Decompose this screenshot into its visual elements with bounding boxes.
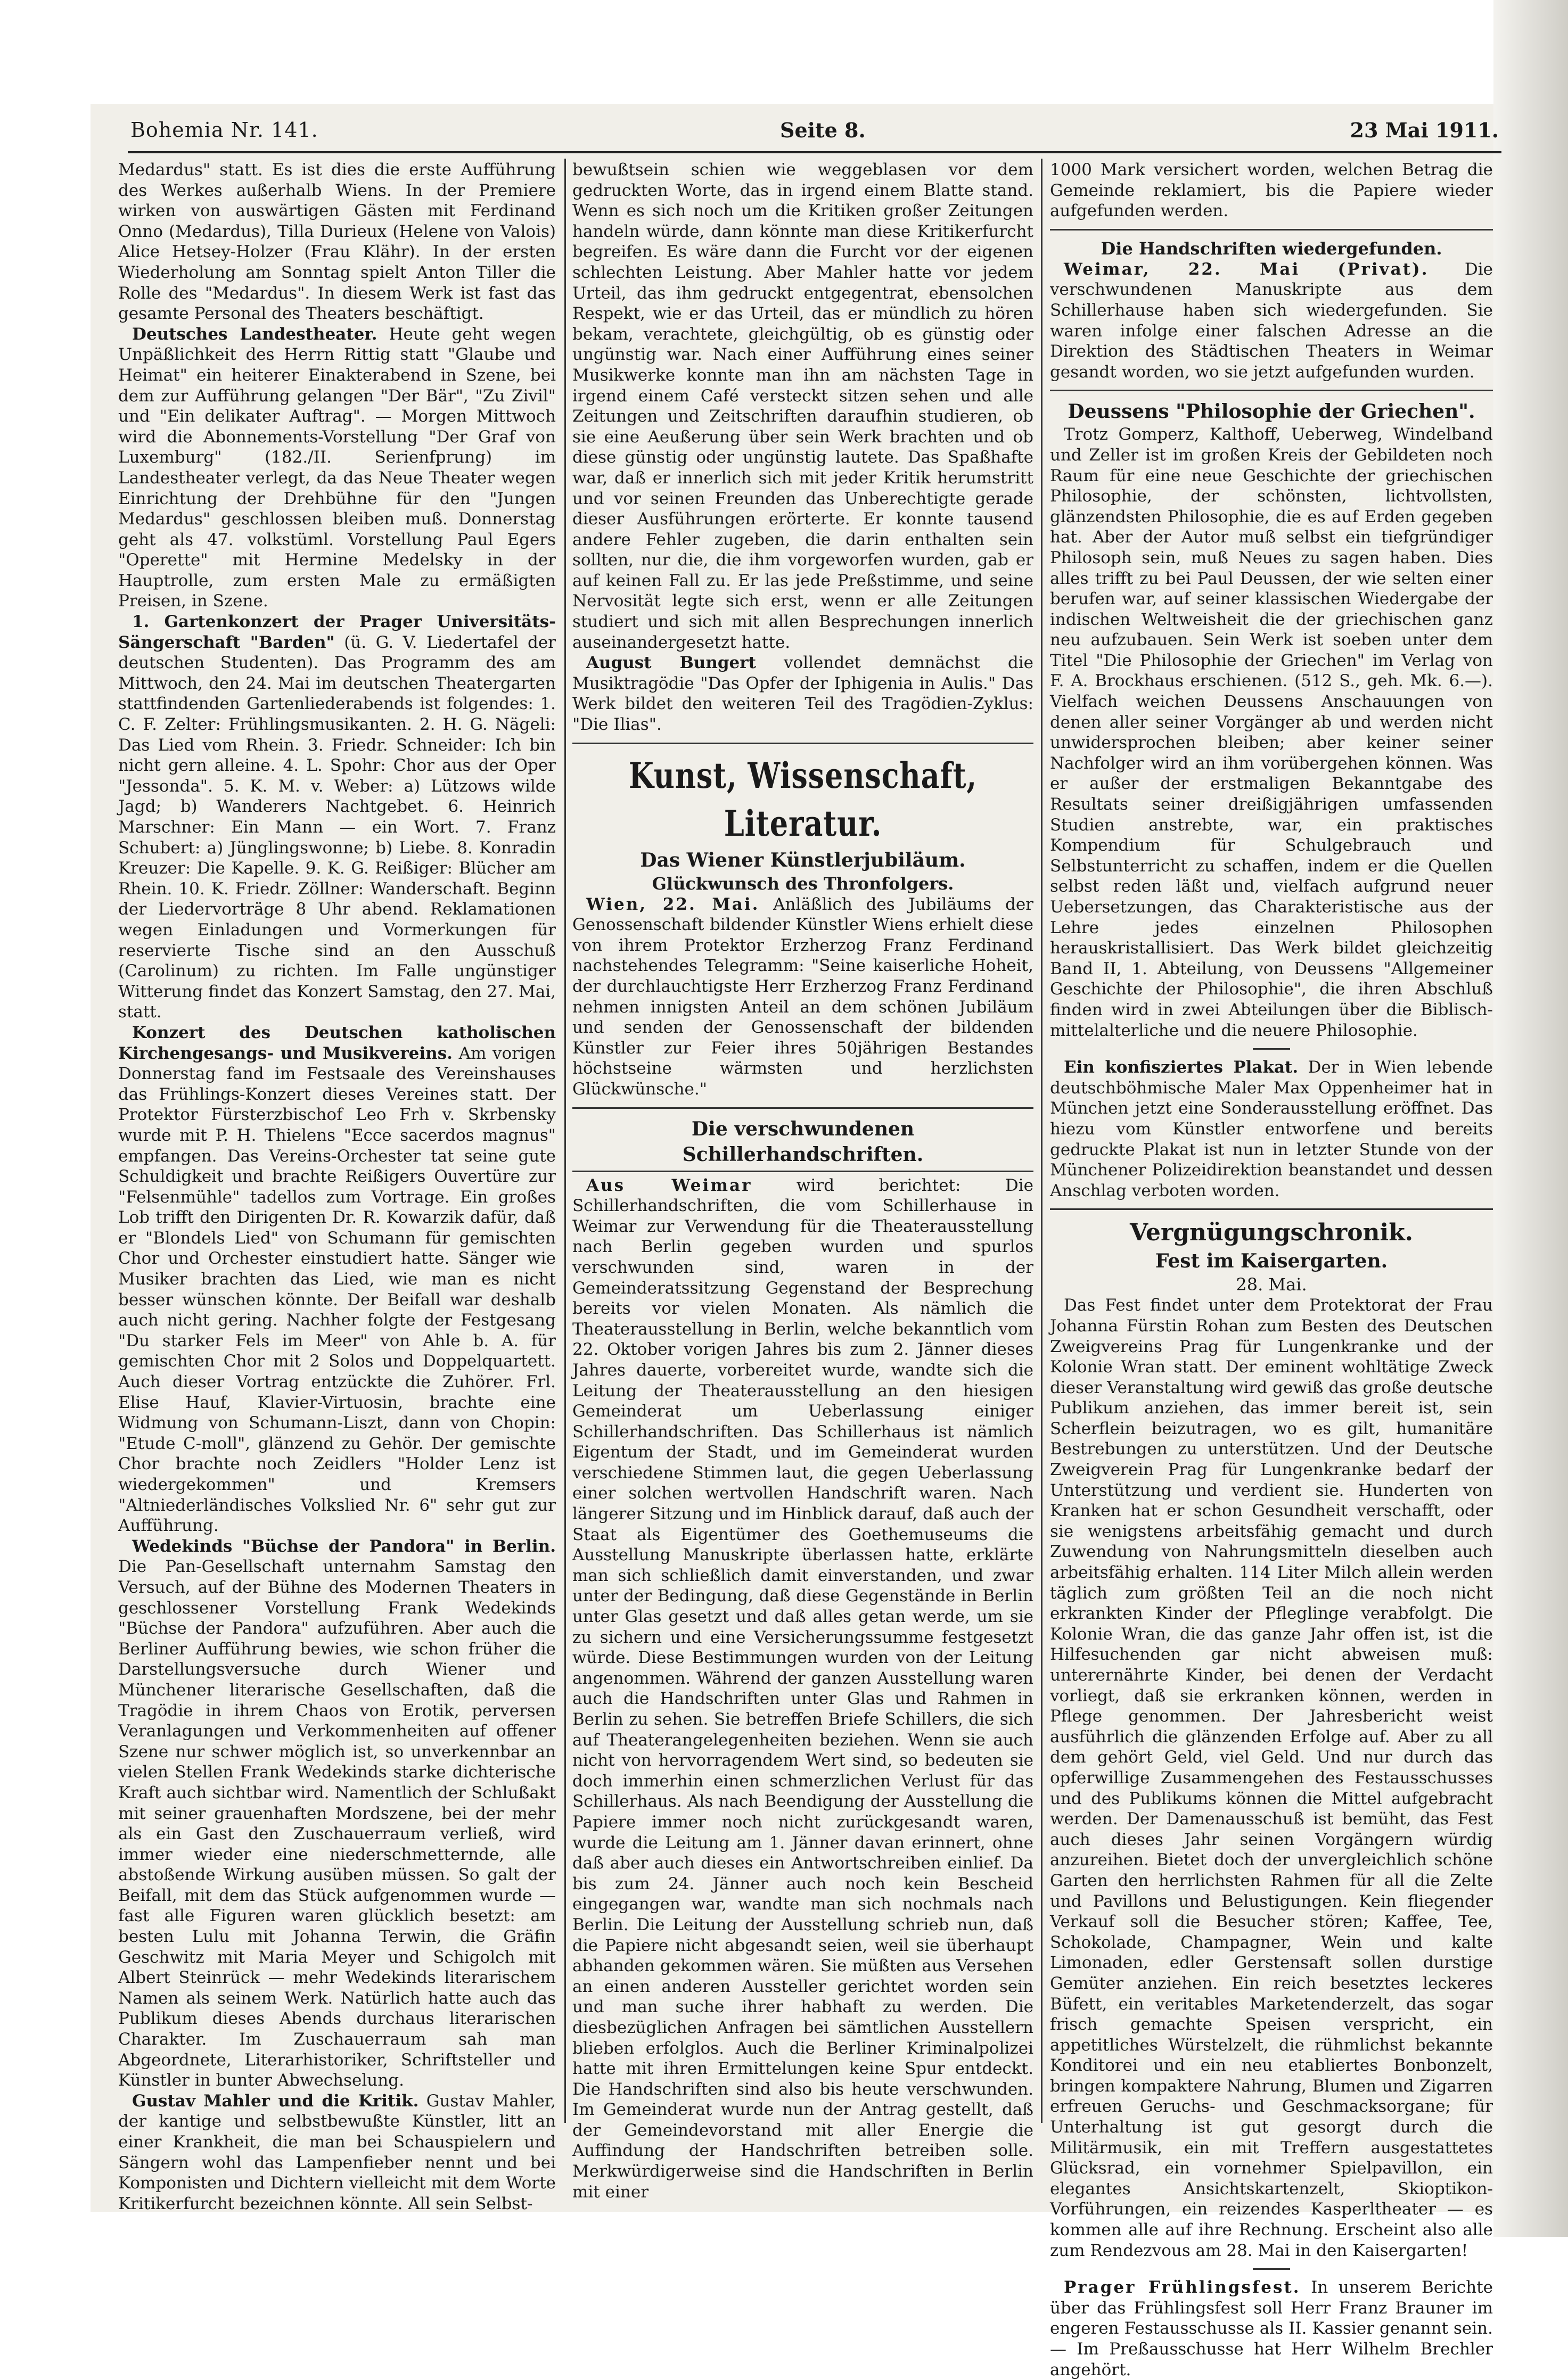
article-paragraph: Medardus" statt. Es ist dies die erste Aufführung des Werkes außerhalb Wiens. In der Premiere wirken von auswärtigen Gästen mit Ferdinand Onno (Medardus), Tilla Durieux (Helene von Valois) Alice Hetsey-Holzer (Frau Klähr). In der ersten Wiederholung am Sonntag spielt Anton Tiller die Rolle des "Medardus". In diesem Werk ist fast das gesamte Personal des Theaters beschäftigt.: [118, 160, 556, 324]
column-2: [572, 160, 1034, 2202]
column-1: [118, 160, 556, 2213]
section-rule: [572, 1107, 1033, 1109]
article-title: Fest im Kaisergarten.: [1155, 1250, 1388, 1273]
dateline: Wien, 22. Mai.: [586, 894, 760, 914]
masthead-rule: [128, 151, 1501, 153]
section-rule: [1050, 390, 1493, 391]
article-paragraph: (ü. G. V. Liedertafel der deutschen Studenten). Das Programm des am Mittwoch, den 24. Mai im deutschen Theatergarten stattfindenden Gartenliederabends ist folgendes: 1. C. F. Zelter: Frühlingsmusikanten. 2. H. G. Nägeli: Das Lied vom Rhein. 3. Friedr. Schneider: Ich bin nicht gern alleine. 4. L. Spohr: Chor aus der Oper "Jessonda". 5. K. M. v. Weber: a) Lützows wilde Jagd; b) Wanderers Nachtgebet. 6. Heinrich Marschner: Ein Mann — ein Wort. 7. Franz Schubert: a) Jünglingswonne; b) Liebe. 8. Konradin Kreuzer: Die Kapelle. 9. K. G. Reißiger: Blücher am Rhein. 10. K. Friedr. Zöllner: Wanderschaft. Beginn der Liedervorträge 8 Uhr abend. Reklamationen wegen Einladungen und Vormerkungen für reservierte Tische sind an den Ausschuß (Carolinum) zu richten. Im Falle ungünstiger Witterung findet das Konzert Samstag, den 27. Mai, statt.: [118, 632, 556, 1022]
masthead-paper-name: Bohemia Nr. 141.: [130, 118, 318, 142]
article-heading: Ein konfisziertes Plakat.: [1064, 1058, 1299, 1077]
article-paragraph: Heute geht wegen Unpäßlichkeit des Herrn Rittig statt "Glaube und Heimat" ein heiterer Einakterabend in Szene, bei dem zur Aufführung gelangen "Der Bär", "Zu Zivil" und "Ein delikater Auftrag". — Morgen Mittwoch wird die Abonnements-Vorstellung "Der Graf von Luxemburg" (182./II. Serienfprung) im Landestheater verlegt, da das Neue Theater wegen Einrichtung der Drehbühne für den "Jungen Medardus" geschlossen bleiben muß. Donnerstag geht als 47. volkstüml. Vorstellung Paul Egers "Operette" mit Hermine Medelsky in der Hauptrolle, zum ersten Male zu ermäßigten Preisen, in Szene.: [118, 324, 556, 611]
article-heading: 1. Gartenkonzert der Prager Universitäts-Sängerschaft "Barden": [118, 612, 556, 652]
article-paragraph: Trotz Gomperz, Kalthoff, Ueberweg, Windelband und Zeller ist im großen Kreis der Gebildeten noch Raum für eine neue Geschichte der griechischen Philosophie, der schönsten, lichtvollsten, glänzendsten Philosophie, die es auf Erden gegeben hat. Aber der Autor muß selbst ein tiefgründiger Philosoph sein, muß Neues zu sagen haben. Dies alles trifft zu bei Paul Deussen, der wie selten einer berufen war, auf seiner klassischen Wiedergabe der indischen Weltweisheit die der griechischen ganz neu aufzubauen. Sein Werk ist soeben unter dem Titel "Die Philosophie der Griechen" im Verlag von F. A. Brockhaus erschienen. (512 S., geh. Mk. 6.—). Vielfach weichen Deussens Anschauungen von denen aller seiner Vorgänger ab und werden nicht unwidersprochen bleiben; aber keiner seiner Nachfolger wird an ihm vorübergehen können. Was er außer der erstmaligen Bekanntgabe des Resultats seiner dreißigjährigen umfassenden Studien anstrebte, war, ein praktisches Kompendium für Schulgebrauch und Selbstunterricht zu schaffen, indem er die Quellen selbst reden läßt und, vielfach aufgrund neuer Uebersetzungen, das Charakteristische aus der Lehre jedes einzelnen Philosophen herauskristallisiert. Das Werk bildet gleichzeitig Band II, 1. Abteilung, von Deussens "Allgemeiner Geschichte der Philosophie", die ihren Abschluß finden wird in zwei Abteilungen über die Biblisch-mittelalterliche und die neuere Philosophie.: [1050, 425, 1493, 1040]
article-paragraph: Die Pan-Gesellschaft unternahm Samstag den Versuch, auf der Bühne des Modernen Theaters in geschlossener Vorstellung Frank Wedekinds "Büchse der Pandora" aufzuführen. Aber auch die Berliner Aufführung bewies, wie schon früher die Darstellungsversuche durch Wiener und Münchener literarische Gesellschaften, daß die Tragödie in ihrem Chaos von Erotik, perversen Veranlagungen und Verkommenheiten auf offener Szene nur schwer möglich ist, so unverkennbar an vielen Stellen Frank Wedekinds starke dichterische Kraft auch sichtbar wird. Namentlich der Schlußakt mit seiner grauenhaften Mordszene, bei der mehr als ein Gast den Zuschauerraum verließ, wird immer wieder eine niederschmetternde, alle abstoßende Wirkung ausüben müssen. So galt der Beifall, mit dem das Stück aufgenommen wurde — fast alle Figuren waren glücklich besetzt: am besten Lulu mit Johanna Terwin, die Gräfin Geschwitz mit Maria Meyer und Schigolch mit Albert Steinrück — mehr Wedekinds literarischem Namen als seinem Werk. Natürlich hatte auch das Publikum dieses Abends durchaus literarischen Charakter. Im Zuschauerraum sah man Abgeordnete, Literarhistoriker, Schriftsteller und Künstler in bunter Abwechselung.: [118, 1557, 556, 2090]
article-date: 28. Mai.: [1236, 1274, 1307, 1295]
article-subtitle: Glückwunsch des Thronfolgers.: [652, 873, 954, 894]
article-heading: Prager Frühlingsfest.: [1064, 2278, 1301, 2297]
article-paragraph: Anläßlich des Jubiläums der Genossenschaft bildender Künstler Wiens erhielt diese von ihrem Protektor Erzherzog Franz Ferdinand nachstehendes Telegramm: "Seine kaiserliche Hoheit, der durchlauchtigste Herr Erzherzog Franz Ferdinand nehmen innigsten Anteil an dem schönen Jubiläum und senden der Genossenschaft der bildenden Künstler zur Feier ihres 50jährigen Bestandes höchstseine wärmsten und herzlichsten Glückwünsche.": [572, 894, 1033, 1099]
dateline: Weimar, 22. Mai (Privat).: [1064, 259, 1429, 279]
short-rule: [1253, 1048, 1290, 1050]
article-title: Die Handschriften wiedergefunden.: [1101, 238, 1442, 259]
article-paragraph: wird berichtet: Die Schillerhandschriften, die vom Schillerhause in Weimar zur Verwendung für die Theaterausstellung nach Berlin gegeben wurden und spurlos verschwunden sind, waren in der Gemeinderatssitzung Gegenstand der Besprechung bereits vor vielen Monaten. Als nämlich die Theaterausstellung in Berlin, welche bekanntlich vom 22. Oktober vorigen Jahres bis zum 2. Jänner dieses Jahres dauerte, vorbereitet wurde, wandte sich die Leitung der Theaterausstellung an den hiesigen Gemeinderat um Ueberlassung einiger Schillerhandschriften. Das Schillerhaus ist nämlich Eigentum der Stadt, und im Gemeinderat wurden verschiedene Stimmen laut, die gegen Ueberlassung einer solchen wertvollen Handschrift waren. Nach längerer Sitzung und im Hinblick darauf, daß auch der Staat als Eigentümer des Goethemuseums die Ausstellung Manuskripte überlassen hatte, erklärte man sich schließlich damit einverstanden, und zwar unter der Bedingung, daß diese Gegenstände in Berlin unter Glas gesetzt und daß alles getan werde, um sie zu sichern und eine Versicherungssumme festgesetzt würde. Diese Bestimmungen wurden von der Leitung angenommen. Während der ganzen Ausstellung waren auch die Handschriften unter Glas und Rahmen in Berlin zu sehen. Sie betreffen Briefe Schillers, die sich auf Theaterangelegenheiten beziehen. Wenn sie auch nicht von hervorragendem Wert sind, so bedeuten sie doch immerhin einen schmerzlichen Verlust für das Schillerhaus. Als nach Beendigung der Ausstellung die Papiere immer noch nicht zurückgesandt waren, wurde die Leitung am 1. Jänner davan erinnert, ohne daß aber auch dieses ein Antwortschreiben einlief. Da bis zum 24. Jänner auch noch kein Bescheid eingegangen war, wandte man sich nochmals nach Berlin. Die Leitung der Ausstellung schrieb nun, daß die Papiere nicht abgesandt seien, weil sie überhaupt abhanden gekommen wären. Sie müßten aus Versehen an einen anderen Aussteller gerichtet worden sein und man suche ihrer habhaft zu werden. Die diesbezüglichen Anfragen bei sämtlichen Ausstellern blieben erfolglos. Auch die Berliner Kriminalpolizei hatte mit ihren Ermittelungen keine Spur entdeckt. Die Handschriften sind also bis heute verschwunden. Im Gemeinderat wurde nun der Antrag gestellt, daß der Gemeindevorstand mit aller Energie die Auffindung der Handschriften betreiben solle. Merkwürdigerweise sind die Handschriften in Berlin mit einer: [572, 1175, 1034, 2202]
article-paragraph: Gustav Mahler, der kantige und selbstbewußte Künstler, litt an einer Krankheit, die man bei Schauspielern und Sängern wohl das Lampenfieber nennt und bei Komponisten und Dichtern vielleicht mit dem Worte Kritikerfurcht bezeichnen könnte. All sein Selbst-: [118, 2091, 556, 2213]
article-paragraph: Das Fest findet unter dem Protektorat der Frau Johanna Fürstin Rohan zum Besten des Deutschen Zweigvereins Prag für Lungenkranke und der Kolonie Wran statt. Der eminent wohltätige Zweck dieser Veranstaltung wird gewiß das große deutsche Publikum anziehen, das immer bereit ist, sein Scherflein beizutragen, wo es gilt, humanitäre Bestrebungen zu unterstützen. Und der Deutsche Zweigverein Prag für Lungenkranke bedarf der Unterstützung und verdient sie. Hunderten von Kranken hat er schon Gesundheit verschafft, oder sie wenigstens arbeitsfähig gemacht und durch Zuwendung von Nahrungsmitteln dieselben auch arbeitsfähig erhalten. 114 Liter Milch allein werden täglich zum größten Teil an die noch nicht erkrankten Kinder der Pfleglinge verabfolgt. Die Kolonie Wran, die das ganze Jahr offen ist, ist die Hilfesuchenden gar nicht abweisen muß: unterernährte Kinder, bei denen der Verdacht vorliegt, daß sie erkranken können, werden in Pflege genommen. Der Jahresbericht weist ausführlich die glänzenden Erfolge auf. Aber zu all dem gehört Geld, viel Geld. Und nur durch das opferwillige Zusammengehen des Festausschusses und des Publikums können die Mittel aufgebracht werden. Der Damenausschuß ist bemüht, das Fest auch dieses Jahr seinen Vorgängern würdig anzureihen. Bietet doch der unvergleichlich schöne Garten den herrlichsten Rahmen für all die Zelte und Pavillons und Belustigungen. Kein fliegender Verkauf soll die Besucher stören; Kaffee, Tee, Schokolade, Champagner, Wein und kalte Limonaden, edler Gerstensaft sollen durstige Gemüter anziehen. Ein reich besetztes leckeres Büfett, ein veritables Marketenderzelt, das sogar frisch gemachte Speisen verspricht, ein appetitliches Würstelzelt, die rühmlichst bekannte Konditorei und ein neu etabliertes Bonbonzelt, bringen kompaktere Nahrung, Blumen und Zigarren erfreuen Geruchs- und Geschmacksorgane; für Unterhaltung ist gut gesorgt durch die Militärmusik, ein mit Treffern ausgestattetes Glücksrad, ein vornehmer Spielpavillon, ein elegantes Ansichtskartenzelt, Skioptikon-Vorführungen, ein reizendes Kasperltheater — es kommen alle auf ihre Rechnung. Erscheint also alle zum Rendezvous am 28. Mai in den Kaisergarten!: [1050, 1296, 1493, 2260]
article-paragraph: bewußtsein schien wie weggeblasen vor dem gedruckten Worte, das in irgend einem Blatte stand. Wenn es sich noch um die Kritiken großer Zeitungen handeln würde, dann könnte man diese Kritikerfurcht begreifen. Es wäre dann die Furcht vor der eigenen schlechten Leistung. Aber Mahler hatte vor jedem Urteil, das ihm gedruckt entgegentrat, ebensolchen Respekt, wie er das Urteil, das er mündlich zu hören bekam, verachtete, gleichgültig, ob es günstig oder ungünstig war. Nach einer Aufführung eines seiner Musikwerke konnte man ihn am nächsten Tage in irgend einem Café versteckt sitzen sehen und alle Zeitungen und Zeitschriften daraufhin studieren, ob sie eine Aeußerung über sein Werk brachten und ob diese günstig oder ungünstig lautete. Das Spaßhafte war, daß er innerlich sich mit jeder Kritik herumstritt und vor seinen Freunden das Unberechtigte gerade dieser Ausführungen erörterte. Er konnte tausend andere Fehler zugeben, die darin enthalten sein sollten, nur die, die ihm vorgeworfen wurden, gab er auf keinen Fall zu. Er las jede Preßstimme, und seine Nervosität legte sich erst, wenn er alle Zeitungen studiert und sich mit allen Besprechungen innerlich auseinandergesetzt hatte.: [572, 160, 1033, 652]
article-paragraph: Die verschwundenen Manuskripte aus dem Schillerhause haben sich wiedergefunden. Sie waren infolge einer falschen Adresse an die Direktion des Städtischen Theaters in Weimar gesandt worden, wo sie jetzt aufgefunden wurden.: [1050, 259, 1493, 382]
section-title: Kunst, Wissenschaft, Literatur.: [628, 754, 978, 844]
article-heading: Wedekinds "Büchse der Pandora" in Berlin.: [132, 1536, 556, 1556]
dateline: Aus Weimar: [586, 1175, 752, 1195]
article-title: Deussens "Philosophie der Griechen".: [1068, 400, 1475, 423]
article-paragraph: Der in Wien lebende deutschböhmische Maler Max Oppenheimer hat in München jetzt eine Sonderausstellung eröffnet. Das hiezu vom Künstler entworfene und bereits gedruckte Plakat ist nun in letzter Stunde von der Münchener Polizeidirektion beanstandet und dessen Anschlag verboten worden.: [1050, 1058, 1493, 1200]
article-paragraph: In unserem Berichte über das Frühlingsfest soll Herr Franz Brauner im engeren Festausschusse als II. Kassier genannt sein. — Im Preßausschusse hat Herr Wilhelm Brechler angehört.: [1050, 2278, 1493, 2379]
article-heading: August Bungert: [586, 653, 756, 673]
article-paragraph: vollendet demnächst die Musiktragödie "Das Opfer der Iphigenia in Aulis." Das Werk bildet den weiteren Teil des Tragödien-Zyklus: "Die Ilias".: [572, 653, 1033, 735]
article-heading: Gustav Mahler und die Kritik.: [132, 2091, 419, 2111]
masthead: [130, 118, 1499, 150]
section-title: Vergnügungschronik.: [1129, 1219, 1414, 1247]
column-3: [1050, 160, 1493, 2379]
column-divider-1: [564, 159, 566, 2123]
article-paragraph: 1000 Mark versichert worden, welchen Betrag die Gemeinde reklamiert, bis die Papiere wieder aufgefunden werden.: [1050, 160, 1493, 221]
short-rule: [1253, 2268, 1290, 2270]
article-heading: Deutsches Landestheater.: [132, 324, 377, 344]
article-title: Das Wiener Künstlerjubiläum.: [640, 849, 966, 871]
masthead-date: 23 Mai 1911.: [1350, 118, 1499, 142]
section-rule: [572, 743, 1033, 744]
section-rule: [1050, 229, 1493, 230]
article-paragraph: Am vorigen Donnerstag fand im Festsaale des Vereinshauses das Frühlings-Konzert dieses Vereines statt. Der Protektor Fürsterzbischof Leo Frh v. Skrbensky wurde mit P. H. Thielens "Ecce sacerdos magnus" empfangen. Das Vereins-Orchester tat seine gute Schuldigkeit und brachte Reißigers Ouvertüre zur "Felsenmühle" tadellos zum Vortrage. Ein großes Lob trifft den Dirigenten Dr. R. Kowarzik dafür, daß er "Blondels Lied" von Schumann für gemischten Chor und Orchester einstudiert hatte. Sänger wie Musiker brachten das Lied, wie man es nicht besser wünschen könnte. Der Beifall war deshalb auch nicht gering. Nachher folgte der Festgesang "Du starker Fels im Meer" von Ahle b. A. für gemischten Chor mit 2 Solos und Doppelquartett. Auch dieser Vortrag entzückte die Zuhörer. Frl. Elise Hauf, Klavier-Virtuosin, brachte eine Widmung von Schumann-Liszt, dann von Chopin: "Etude C-moll", glänzend zu Gehör. Der gemischte Chor brachte noch Zeidlers "Holder Lenz ist wiedergekommen" und Kremsers "Altniederländisches Volkslied Nr. 6" sehr gut zur Aufführung.: [118, 1043, 556, 1536]
section-rule: [1050, 1208, 1493, 1210]
article-heading: Konzert des Deutschen katholischen Kirchengesangs- und Musikvereins.: [118, 1023, 556, 1063]
section-rule: [572, 1171, 1033, 1172]
masthead-page-number: Seite 8.: [780, 118, 866, 142]
scan-edge-shadow: [1493, 0, 1568, 2237]
column-divider-2: [1041, 159, 1042, 2123]
article-title: Die verschwundenen Schillerhandschriften.: [682, 1117, 924, 1166]
